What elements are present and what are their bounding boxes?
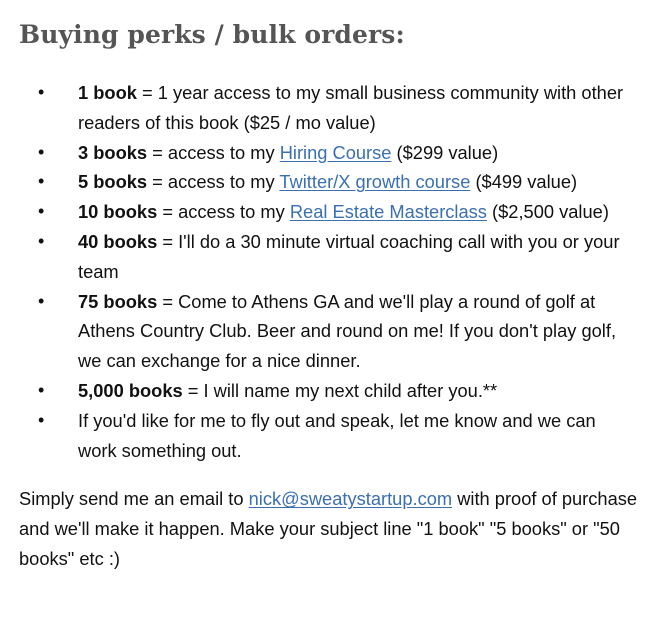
bullet: • — [38, 379, 45, 400]
closing-text-start: Simply send me an email to — [19, 488, 249, 510]
real-estate-masterclass-link[interactable]: Real Estate Masterclass — [289, 201, 487, 223]
perk-quantity: 40 books — [78, 230, 158, 252]
email-link[interactable]: nick@sweatystartup.com — [248, 488, 453, 510]
perk-quantity: 5 books — [78, 171, 148, 193]
bullet: • — [38, 82, 45, 102]
closing-paragraph — [19, 484, 639, 573]
list-item — [19, 138, 639, 168]
perk-text: = I'll do a 30 minute virtual coaching call with you or your team — [78, 230, 620, 282]
bullet: • — [38, 201, 45, 222]
list-item — [19, 376, 639, 406]
perk-quantity: 10 books — [78, 201, 158, 223]
perk-quantity: 75 books — [78, 290, 158, 312]
document — [19, 0, 639, 574]
perk-quantity: 3 books — [78, 141, 148, 163]
perk-quantity: 1 book — [78, 82, 137, 103]
perk-text: = I will name my next child after you.** — [182, 379, 498, 401]
list-item — [19, 197, 639, 227]
perk-value: ($2,500 value) — [486, 201, 609, 223]
bullet: • — [38, 141, 45, 162]
perk-text: = access to my — [157, 201, 290, 223]
bullet: • — [38, 290, 45, 311]
perk-value: ($499 value) — [470, 171, 578, 193]
perk-text: = access to my — [147, 141, 280, 163]
bullet: • — [38, 230, 45, 251]
perk-text: = Come to Athens GA and we'll play a round of golf at Athens Country Club. Beer and round on me! If you don't play golf, we can exchange for a nice dinner. — [78, 290, 617, 372]
list-item — [19, 78, 639, 138]
list-item — [19, 167, 639, 197]
twitter-growth-course-link[interactable]: Twitter/X growth course — [279, 171, 471, 193]
hiring-course-link[interactable]: Hiring Course — [279, 141, 392, 163]
perk-value: ($299 value) — [391, 141, 499, 163]
list-item — [19, 287, 639, 376]
perk-quantity: 5,000 books — [78, 379, 183, 401]
bullet: • — [38, 409, 45, 430]
page-title: Buying perks / bulk orders: — [19, 20, 405, 49]
list-item — [19, 227, 639, 287]
closing-text-end: with proof of purchase and we'll make it happen. Make your subject line "1 book" "5 books" or "50 books" etc :) — [19, 488, 638, 569]
perk-text: = 1 year access to my small business community with other readers of this book ($25 / mo value) — [78, 82, 624, 133]
list-item — [19, 406, 639, 466]
bullet: • — [38, 171, 45, 192]
perks-list — [19, 78, 639, 465]
perk-text: = access to my — [147, 171, 280, 193]
perk-text: If you'd like for me to fly out and speak, let me know and we can work something out. — [78, 409, 596, 461]
